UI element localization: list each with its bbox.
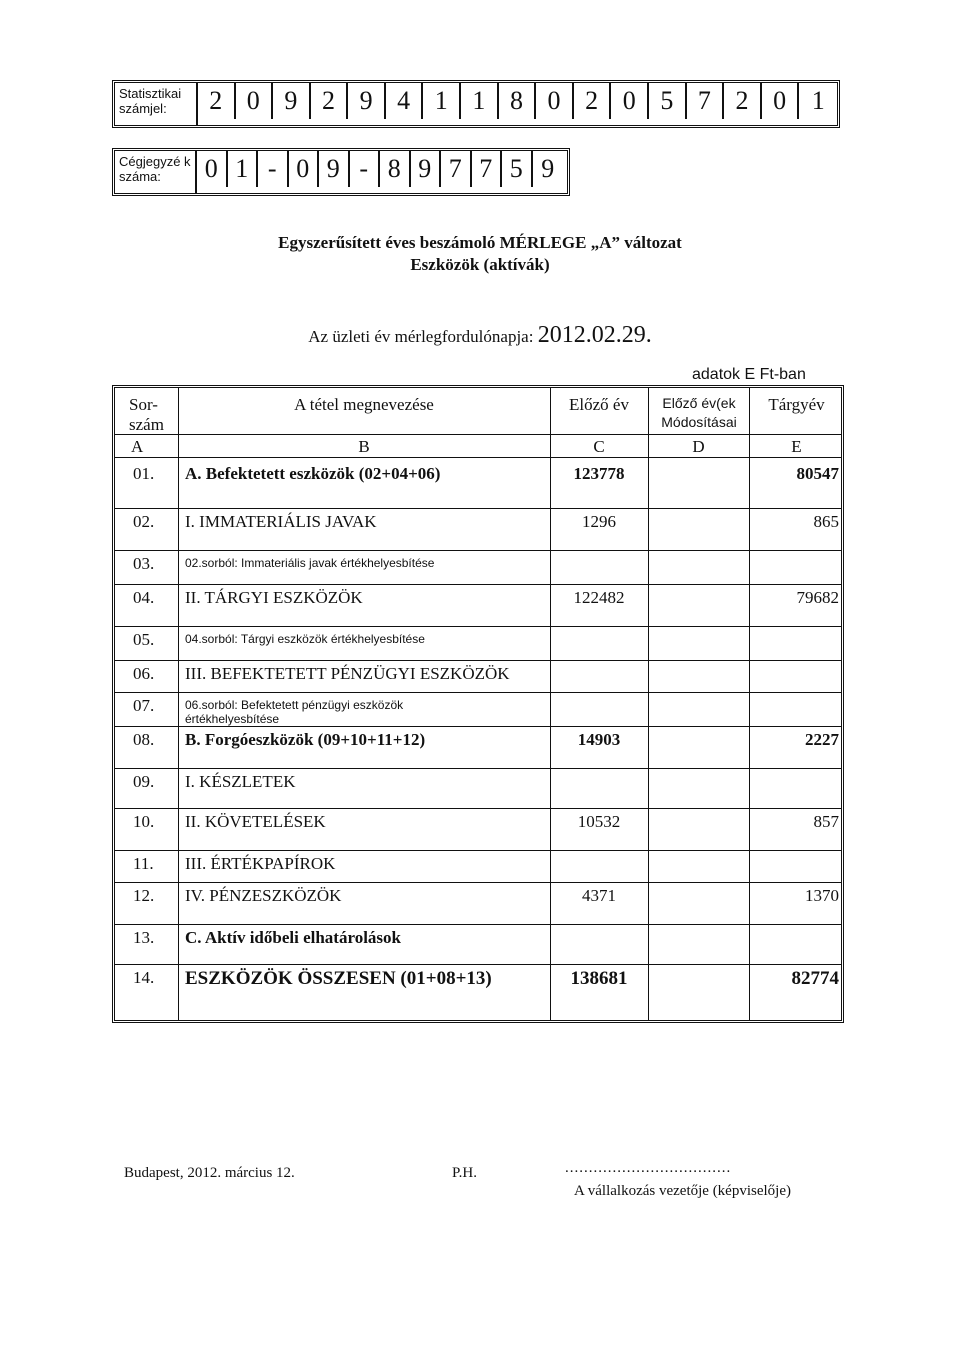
stat-number-digit: 8 (499, 83, 537, 119)
row-item-name: 02.sorból: Immateriális javak értékhelyesbítése (185, 556, 435, 570)
signer-title: A vállalkozás vezetője (képviselője) (574, 1183, 791, 1199)
row-previous-year: 122482 (573, 588, 625, 607)
stat-number-digit: 0 (611, 83, 649, 119)
row-number: 14. (133, 968, 155, 987)
row-number: 02. (133, 512, 155, 531)
row-previous-year: 1296 (582, 512, 616, 531)
stat-number-digit: 2 (574, 83, 612, 119)
registry-number-digits (197, 151, 563, 193)
registry-number-digit: 9 (319, 151, 350, 187)
row-number: 07. (133, 696, 155, 715)
row-number: 06. (133, 664, 155, 683)
row-item-name: I. IMMATERIÁLIS JAVAK (185, 512, 377, 531)
stat-number-digit: 5 (649, 83, 687, 119)
row-item-name: IV. PÉNZESZKÖZÖK (185, 886, 342, 905)
row-item-name: II. TÁRGYI ESZKÖZÖK (185, 588, 363, 607)
stat-number-digit: 1 (423, 83, 461, 119)
balance-table (112, 385, 844, 1023)
signature-dots: ................................... (565, 1160, 732, 1176)
letter-a: A (131, 437, 144, 456)
letter-c: C (593, 437, 605, 456)
place-date: Budapest, 2012. március 12. (124, 1165, 295, 1181)
letter-d: D (692, 437, 705, 456)
row-current-year: 79682 (796, 588, 839, 607)
unit-note: adatok E Ft-ban (692, 366, 806, 383)
registry-number-digit: 9 (411, 151, 442, 187)
row-number: 05. (133, 630, 155, 649)
row-number: 13. (133, 928, 155, 947)
stat-number-digit: 0 (236, 83, 274, 119)
row-current-year: 82774 (791, 968, 839, 989)
row-number: 01. (133, 464, 155, 483)
row-current-year: 2227 (805, 730, 839, 749)
registry-number-digit: 7 (441, 151, 472, 187)
row-current-year: 1370 (805, 886, 839, 905)
row-number: 03. (133, 554, 155, 573)
registry-number-box (112, 148, 570, 196)
registry-number-digit: 0 (197, 151, 228, 187)
row-item-name: A. Befektetett eszközök (02+04+06) (185, 464, 441, 483)
row-item-name: B. Forgóeszközök (09+10+11+12) (185, 730, 426, 749)
row-number: 11. (133, 854, 154, 873)
registry-number-digit: 1 (228, 151, 259, 187)
registry-number-label: Cégjegyzé k száma: (115, 151, 197, 193)
header-current-year: Tárgyév (768, 395, 825, 414)
letter-e: E (791, 437, 802, 456)
stat-number-digit: 2 (311, 83, 349, 119)
row-previous-year: 123778 (573, 464, 625, 483)
stat-number-digit: 2 (724, 83, 762, 119)
row-previous-year: 4371 (582, 886, 616, 905)
row-item-name: ESZKÖZÖK ÖSSZESEN (01+08+13) (185, 968, 492, 989)
stat-number-digits (198, 83, 837, 125)
registry-number-digit: 9 (541, 154, 555, 183)
stat-number-digit: 1 (461, 83, 499, 119)
row-number: 04. (133, 588, 155, 607)
row-item-name: 06.sorból: Befektetett pénzügyi eszközök értékhelyesbítése (185, 698, 404, 726)
header-sorszam: Sor- szám (129, 395, 164, 434)
row-item-name: I. KÉSZLETEK (185, 772, 296, 791)
header-previous-year: Előző év (569, 395, 629, 414)
row-item-name: III. ÉRTÉKPAPÍROK (185, 854, 336, 873)
row-number: 09. (133, 772, 155, 791)
registry-number-digit: - (258, 151, 289, 187)
row-number: 10. (133, 812, 155, 831)
stat-number-digit: 7 (687, 83, 725, 119)
letter-b: B (358, 437, 370, 456)
stat-number-digit: 1 (811, 86, 825, 115)
row-item-name: 04.sorból: Tárgyi eszközök értékhelyesbítése (185, 632, 425, 646)
row-number: 12. (133, 886, 155, 905)
stat-number-box (112, 80, 840, 128)
row-item-name: C. Aktív időbeli elhatárolások (185, 928, 401, 947)
stat-number-digit: 0 (762, 83, 800, 119)
row-previous-year: 10532 (577, 812, 621, 831)
registry-number-digit: 5 (502, 151, 533, 187)
row-previous-year: 138681 (570, 968, 628, 989)
registry-number-digit: 8 (380, 151, 411, 187)
row-previous-year: 14903 (577, 730, 621, 749)
header-modifications: Előző év(ek Módosításai (661, 395, 737, 430)
balance-date-label: Az üzleti év mérlegfordulónapja: (308, 327, 534, 346)
row-current-year: 865 (813, 512, 839, 531)
balance-date-value: 2012.02.29. (537, 322, 652, 348)
stat-number-digit: 9 (348, 83, 386, 119)
report-subtitle: Eszközök (aktívák) (410, 255, 550, 274)
header-item-name: A tétel megnevezése (294, 395, 434, 414)
row-item-name: II. KÖVETELÉSEK (185, 812, 326, 831)
stat-number-digit: 4 (386, 83, 424, 119)
ph-mark: P.H. (452, 1165, 478, 1181)
stat-number-digit: 9 (273, 83, 311, 119)
stat-number-digit: 0 (536, 83, 574, 119)
registry-number-digit: 0 (289, 151, 320, 187)
row-current-year: 857 (813, 812, 839, 831)
stat-number-label: Statisztikai számjel: (115, 83, 198, 125)
row-item-name: III. BEFEKTETETT PÉNZÜGYI ESZKÖZÖK (185, 664, 510, 683)
row-number: 08. (133, 730, 155, 749)
row-current-year: 80547 (796, 464, 839, 483)
balance-date-line (0, 322, 960, 349)
registry-number-digit: - (350, 151, 381, 187)
report-title: Egyszerűsített éves beszámoló MÉRLEGE „A” változat (278, 233, 682, 252)
registry-number-digit: 7 (472, 151, 503, 187)
stat-number-digit: 2 (198, 83, 236, 119)
